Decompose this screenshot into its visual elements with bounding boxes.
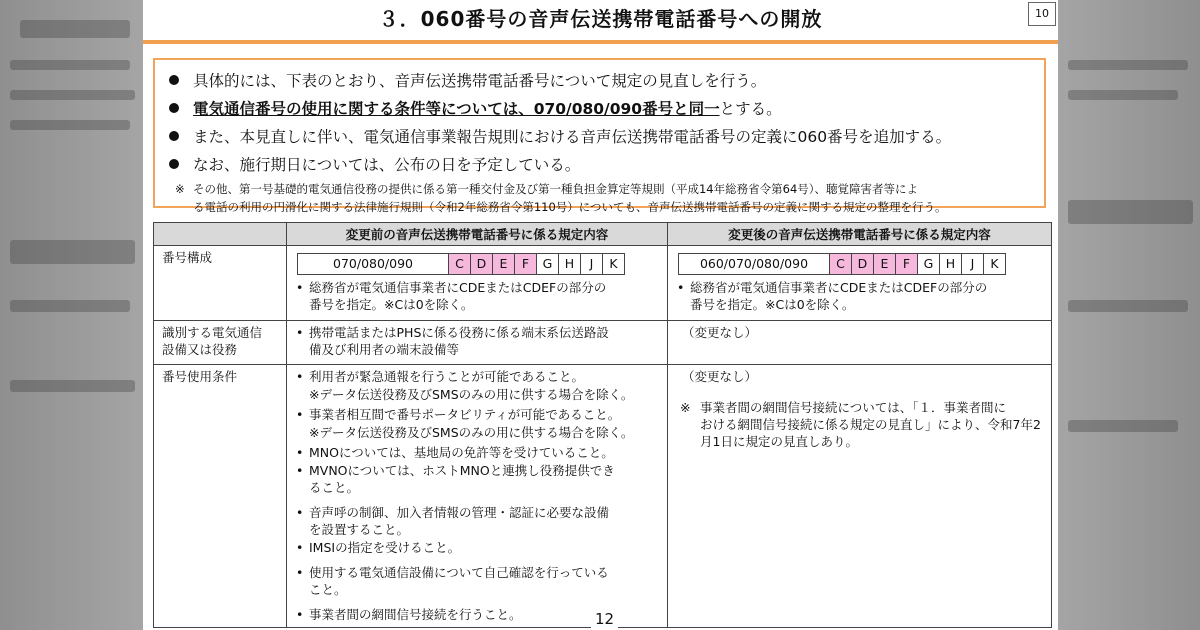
list-item: • 総務省が電気通信事業者にCDEまたはCDEFの部分の 番号を指定。※Cは0を除く。 [690,279,1045,313]
list-item: • 音声呼の制御、加入者情報の管理・認証に必要な設備 を設置すること。 [309,504,661,538]
table-row-conditions [154,365,1052,628]
list-item: • 使用する電気通信設備について自己確認を行っている こと。 [309,564,661,598]
list-item: • 利用者が緊急通報を行うことが可能であること。 [309,368,661,385]
table-header-before: 変更前の音声伝送携帯電話番号に係る規定内容 [287,223,668,246]
list-item: • MVNOについては、ホストMNOと連携し役務提供でき ること。 [309,462,661,496]
background-right [1058,0,1200,630]
before-conditions: • 利用者が緊急通報を行うことが可能であること。 ※データ伝送役務及びSMSのみの用に供する場合を除く。 • 事業者相互間で番号ポータビリティが可能であること。 ※データ伝送役務及びSMSのみの用に供する場合を除く。 • MNOについては、基地局の免許等を受けていること。 • MVNOについては、ホストMNOと連携し役務提供でき ること。 • 音声呼の制御、加入者情報の管理・認証に必要な設備 を設置すること。 • IMSIの指定を受けること。 • 使用する電気通信設備について自己確認を行っている こと。 • 事業者間の網間信号接続を行うこと。 [287,365,668,628]
bullet-dot-icon [169,131,179,141]
bullet-dot-icon [169,103,179,113]
list-item: • MNOについては、基地局の免許等を受けていること。 [309,444,661,461]
after-facility: （変更なし） [668,321,1052,365]
title-underline [143,40,1058,44]
background-left [0,0,143,630]
table-header-after: 変更後の音声伝送携帯電話番号に係る規定内容 [668,223,1052,246]
summary-bullet: また、本見直しに伴い、電気通信事業報告規則における音声伝送携帯電話番号の定義に060番号を追加する。 [169,122,1034,150]
after-number-structure [668,246,1052,321]
summary-box [153,58,1046,214]
bullet-dot-icon [169,159,179,169]
row-label: 番号構成 [154,246,287,321]
list-item: • IMSIの指定を受けること。 [309,539,661,556]
table-row-number-structure [154,246,1052,321]
row-label: 識別する電気通信 設備又は役務 [154,321,287,365]
bullet-dot-icon [169,75,179,85]
table-header-blank [154,223,287,246]
rules-table [153,222,1052,628]
footer-page-number: 12 [591,610,618,628]
summary-note: ※ その他、第一号基礎的電気通信役務の提供に係る第一種交付金及び第一種負担金算定等規則（平成14年総務省令第64号）、聴覚障害者等によ る電話の利用の円滑化に関する法律施行規則（令和2年総務省令第110号）についても、音声伝送携帯電話番号の定義に関する規定の整理を行う。 [175,182,947,214]
summary-emphasis: 電気通信番号の使用に関する条件等については、070/080/090番号と同一 [193,100,720,118]
number-format-box: 070/080/090 C D E F G H J K [297,253,625,275]
list-item: • 事業者相互間で番号ポータビリティが可能であること。 [309,406,661,423]
list-item: • 携帯電話またはPHSに係る役務に係る端末系伝送路設 備及び利用者の端末設備等 [309,324,661,358]
summary-bullet: なお、施行期日については、公布の日を予定している。 [169,150,1034,178]
slide-title: ３．060番号の音声伝送携帯電話番号への開放 [378,7,823,31]
slide [143,0,1058,630]
list-item: • 総務省が電気通信事業者にCDEまたはCDEFの部分の 番号を指定。※Cは0を除く。 [309,279,661,313]
summary-bullet: 具体的には、下表のとおり、音声伝送携帯電話番号について規定の見直しを行う。 [169,66,1034,94]
number-format-box: 060/070/080/090 C D E F G H J K [678,253,1006,275]
after-conditions-note: ※ 事業者間の網間信号接続については、「１．事業者間に おける網間信号接続に係る規定の見直し」により、令和7年2 月1日に規定の見直しあり。 [680,400,1041,449]
summary-bullet: 電気通信番号の使用に関する条件等については、070/080/090番号と同一 とする。 [169,94,1034,122]
table-row-facility [154,321,1052,365]
list-item: • 事業者間の網間信号接続を行うこと。 [309,606,661,623]
page-number-box: 10 [1028,2,1056,26]
before-facility [287,321,668,365]
table-header-row [154,223,1052,246]
before-number-structure [287,246,668,321]
after-conditions: （変更なし） ※ 事業者間の網間信号接続については、「１．事業者間に おける網間信号接続に係る規定の見直し」により、令和7年2 月1日に規定の見直しあり。 [668,365,1052,628]
row-label: 番号使用条件 [154,365,287,628]
